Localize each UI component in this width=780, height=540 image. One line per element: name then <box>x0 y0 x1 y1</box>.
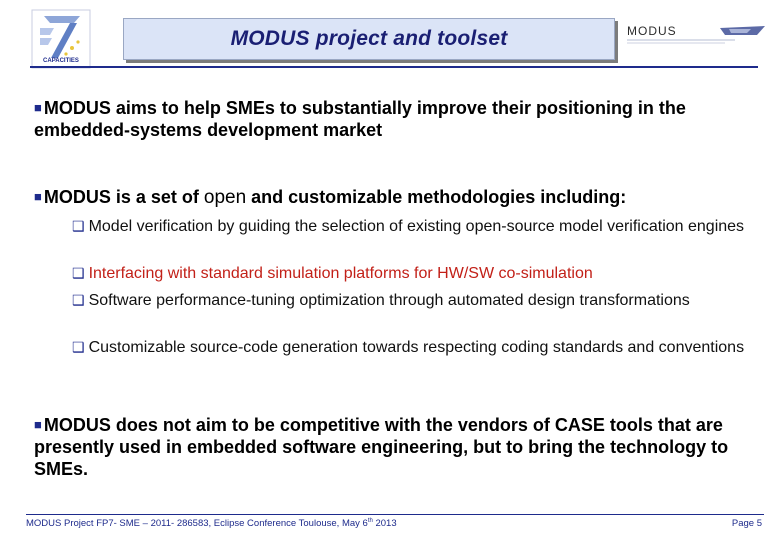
checkbox-marker-icon: ❑ <box>72 218 85 234</box>
sub-bullet-4 <box>72 337 752 358</box>
bullet-marker-icon: ■ <box>34 189 42 204</box>
bullet-3-text: MODUS does not aim to be competitive with the vendors of CASE tools that are presently used in embedded software engineering, but to bring the technology to SMEs. <box>34 415 729 479</box>
sub-bullet-2 <box>72 263 752 284</box>
footer-left-sup: th <box>367 518 373 524</box>
sub-bullet-3-text: Software performance-tuning optimization through automated design transformations <box>88 292 690 309</box>
footer-divider <box>26 514 764 515</box>
header-divider <box>30 66 758 68</box>
bullet-2 <box>34 186 754 209</box>
fp7-logo-text: CAPACITIES <box>43 58 79 64</box>
footer-left-before: MODUS Project FP7- SME – 2011- 286583, Eclipse Conference Toulouse, May 6 <box>26 518 368 530</box>
bullet-marker-icon: ■ <box>34 417 42 432</box>
bullet-2-text-after: and customizable methodologies including: <box>246 187 627 207</box>
bullet-2-text-open: open <box>203 187 247 208</box>
footer-text <box>26 518 397 529</box>
checkbox-marker-icon: ❑ <box>72 265 85 281</box>
bullet-3 <box>34 414 754 480</box>
bullet-1-text: MODUS aims to help SMEs to substantially improve their positioning in the embedded-systems development market <box>34 98 686 140</box>
title-box <box>123 18 615 60</box>
bullet-1 <box>34 97 754 141</box>
page-number: Page 5 <box>731 518 762 529</box>
sub-bullet-4-text: Customizable source-code generation towards respecting coding standards and conventions <box>88 339 745 356</box>
bullet-2-text-before: MODUS is a set of <box>43 187 204 207</box>
checkbox-marker-icon: ❑ <box>72 339 85 355</box>
sub-bullet-3 <box>72 290 752 311</box>
sub-bullet-1-text: Model verification by guiding the selection of existing open-source model verification engines <box>88 218 745 235</box>
sub-bullet-1 <box>72 216 752 237</box>
page-title: MODUS project and toolset <box>230 27 508 50</box>
footer-left-after: 2013 <box>372 518 397 530</box>
bullet-marker-icon: ■ <box>34 100 42 115</box>
sub-bullet-2-text: Interfacing with standard simulation platforms for HW/SW co-simulation <box>88 265 593 282</box>
modus-logo-text: MODUS <box>627 24 677 38</box>
checkbox-marker-icon: ❑ <box>72 292 85 308</box>
